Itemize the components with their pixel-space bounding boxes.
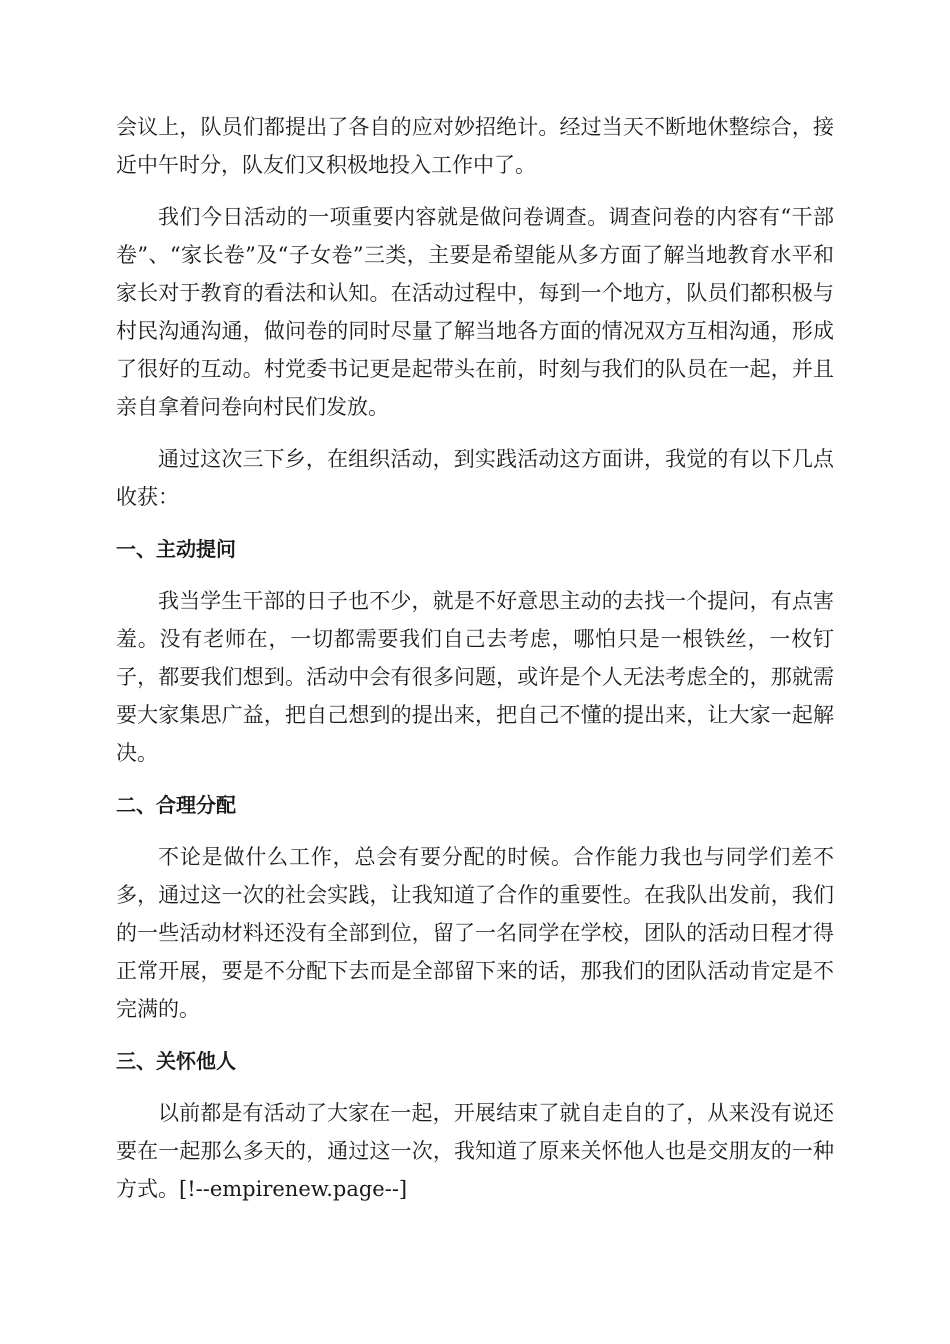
paragraph-survey: 我们今日活动的一项重要内容就是做问卷调查。调查问卷的内容有“干部卷”、“家长卷”及“子女卷”三类，主要是希望能从多方面了解当地教育水平和家长对于教育的看法和认知。在活动过程中，每到一个地方，队员们都积极与村民沟通沟通，做问卷的同时尽量了解当地各方面的情况双方互相沟通，形成了很好的互动。村党委书记更是起带头在前，时刻与我们的队员在一起，并且亲自拿着问卷向村民们发放。 (116, 205, 834, 419)
section-text-ask-questions: 我当学生干部的日子也不少，就是不好意思主动的去找一个提问，有点害羞。没有老师在，一切都需要我们自己去考虑，哪怕只是一根铁丝，一枚钉子，都要我们想到。活动中会有很多问题，或许是个人无法考虑全的，那就需要大家集思广益，把自己想到的提出来，把自己不懂的提出来，让大家一起解决。 (116, 589, 834, 765)
section-text-care-for-others: 以前都是有活动了大家在一起，开展结束了就自走自的了，从来没有说还要在一起那么多天的，通过这一次，我知道了原来关怀他人也是交朋友的一种方式。[!--empirenew.page--] (116, 1101, 834, 1201)
paragraph-gains-intro: 通过这次三下乡，在组织活动，到实践活动这方面讲，我觉的有以下几点收获： (116, 447, 834, 509)
section-heading-reasonable-allocation: 二、合理分配 (116, 793, 236, 817)
section-text-reasonable-allocation: 不论是做什么工作，总会有要分配的时候。合作能力我也与同学们差不多，通过这一次的社会实践，让我知道了合作的重要性。在我队出发前，我们的一些活动材料还没有全部到位，留了一名同学在学校，团队的活动日程才得正常开展，要是不分配下去而是全部留下来的话，那我们的团队活动肯定是不完满的。 (116, 845, 834, 1021)
section-heading-ask-questions: 一、主动提问 (116, 537, 236, 561)
document-page (116, 108, 834, 1222)
paragraph-meeting: 会议上，队员们都提出了各自的应对妙招绝计。经过当天不断地休整综合，接近中午时分，队友们又积极地投入工作中了。 (116, 115, 834, 177)
section-heading-care-for-others: 三、关怀他人 (116, 1049, 236, 1073)
